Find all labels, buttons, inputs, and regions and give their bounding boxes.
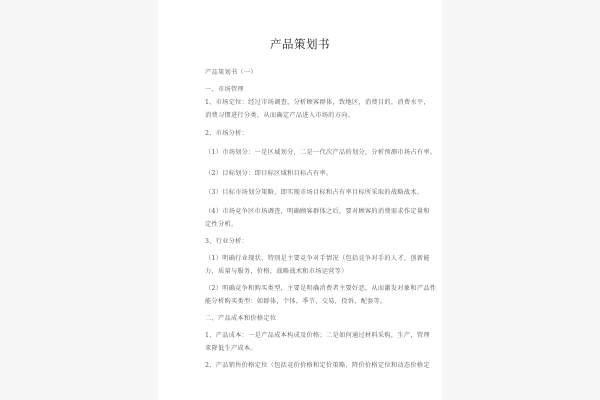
body-line: （1）市场划分：一是区域划分，二是一代次产品的划分，分析预测市场占有率。	[205, 149, 437, 156]
body-line: （1）明确行业现状，特别是主要竞争对手情况（包括竞争对手的人才，创新能	[205, 255, 430, 262]
body-line: （2）明确竞争和购买类型，主要是明确消费者主要好恶，从而激发对象和产品性	[205, 285, 437, 292]
subtitle-line: 产品策划书（一）	[205, 69, 257, 76]
body-line: （2）目标划分：即目标区域和目标占有率。	[205, 170, 333, 177]
body-line: 2、产品销售价格定位（包括竞价价格和定价策略，降价价格定位和动态价格定	[205, 362, 430, 369]
document-page	[158, 0, 442, 400]
body-line: 力，质量与服务，价格，战略战术和市场运营等）	[205, 268, 348, 275]
body-line: （3）目标市场划分策略，即实现市场目标和占有率目标所采取的战略战术。	[205, 189, 424, 196]
body-line: 1、产品成本：一是产品成本构成及价格；二是如何通过材料采购，生产，管理	[205, 332, 430, 339]
body-line: 消费习惯进行分类，从而确定产品进入市场的方向。	[205, 112, 355, 119]
section-heading: 一、市场管理	[205, 86, 244, 93]
body-line: 2、市场分析：	[205, 130, 249, 137]
body-line: 来降低生产成本。	[205, 345, 257, 352]
document-title: 产品策划书	[270, 37, 330, 51]
body-line: 3、行业分析：	[205, 238, 249, 245]
body-line: 能分析购买类型：如群体，个体，季节，交易，投诉，配套等。	[205, 298, 387, 305]
body-line: 1、市场定位：经过市场调查，分析顾客群体，致地区，消费目的，消费水平，	[205, 99, 430, 106]
section-heading: 二、产品成本和价格定位	[205, 315, 277, 322]
body-line: （4）市场竞争区市场调查，明确顾客群体之后，要对顾客的消费需求作定量和	[205, 208, 430, 215]
body-line: 定性分析。	[205, 221, 238, 228]
